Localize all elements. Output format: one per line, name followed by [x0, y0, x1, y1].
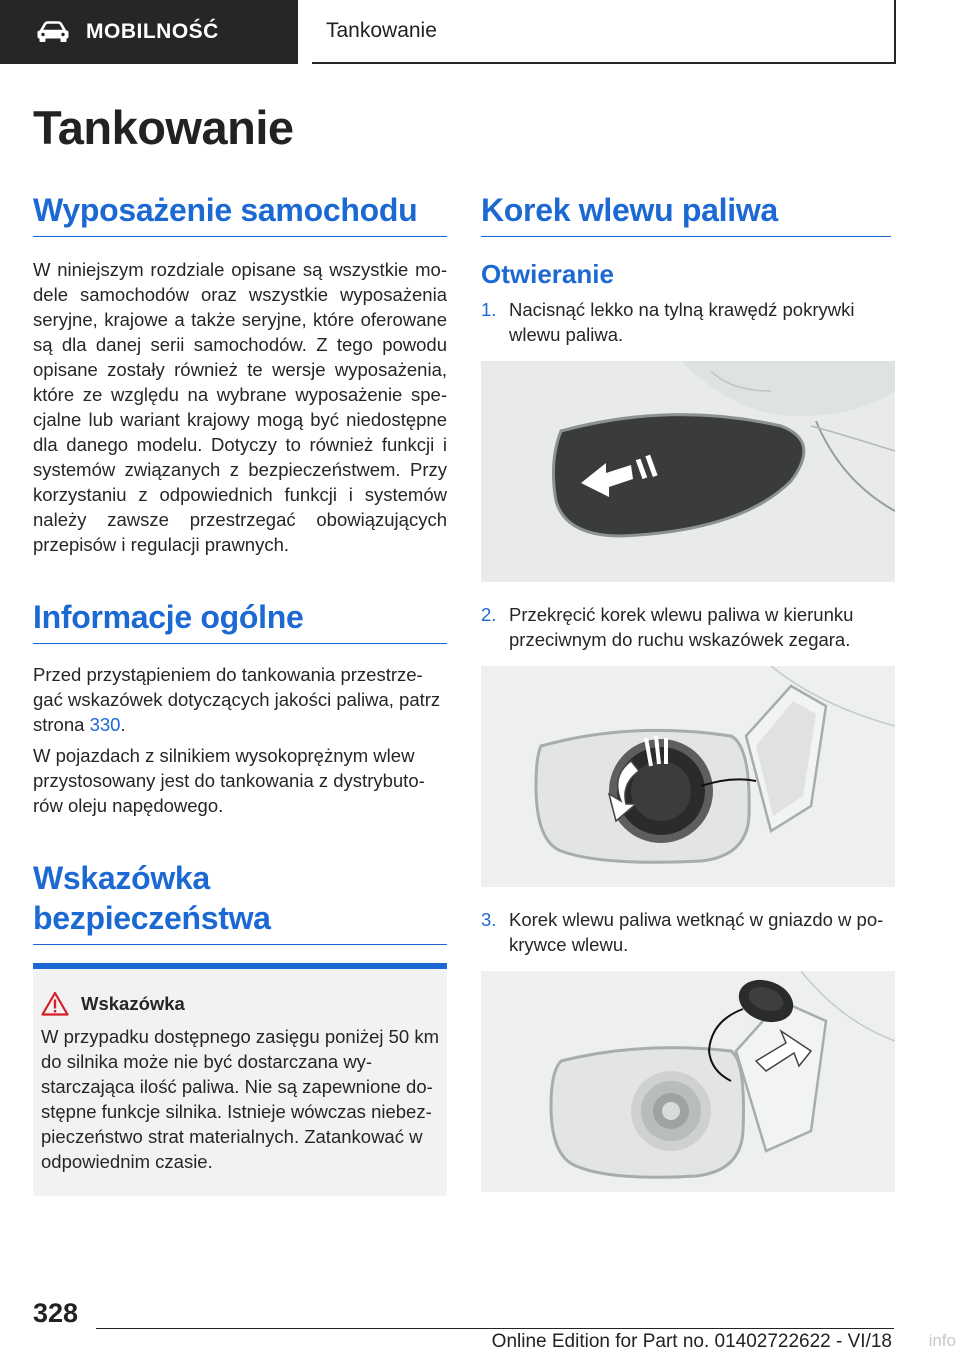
right-column	[481, 190, 891, 1192]
footer-edition: Online Edition for Part no. 01402722622 - VI/18	[491, 1331, 892, 1352]
page-title: Tankowanie	[33, 101, 294, 154]
step-number: 3.	[481, 909, 497, 930]
safety-heading: Wskazówka bezpieczeństwa	[33, 858, 447, 945]
general-info-para-2: W pojazdach z silnikiem wysokoprężnym wlew przystosowany jest do tankowania z dystrybuto-rów oleju napędowego.	[33, 745, 425, 816]
section-tab	[0, 0, 298, 64]
warning-body: W przypadku dostępnego zasięgu poniżej 50 km do silnika może nie być dostarczana wy-starczająca ilość paliwa. Nie są zapewnione do-stępne funkcje silnika. Istnieje wówczas niebez-pieczeństwo strat materialnych. Zatankować w odpowiednim czasie.	[41, 1026, 439, 1172]
step-text: Przekręcić korek wlewu paliwa w kierunku przeciwnym do ruchu wskazówek zegara.	[509, 604, 854, 650]
car-icon	[36, 21, 70, 43]
step-3	[481, 907, 891, 957]
warning-title: Wskazówka	[81, 992, 185, 1014]
fuel-flap-closed-image	[481, 361, 895, 582]
footer-divider	[96, 1328, 894, 1329]
watermark: info	[928, 1331, 956, 1350]
general-info-heading: Informacje ogólne	[33, 597, 447, 644]
warning-triangle-icon	[41, 991, 69, 1016]
page-number: 328	[33, 1298, 79, 1328]
header-title: Tankowanie	[326, 19, 437, 42]
section-label: MOBILNOŚĆ	[86, 20, 219, 43]
step-number: 2.	[481, 604, 497, 625]
fuel-cap-stored-image	[481, 971, 895, 1192]
header-title-box	[312, 0, 896, 64]
equipment-body: W niniejszym rozdziale opisane są wszystkie mo-dele samochodów oraz wszystkie wyposażenia seryjne, krajowe a także seryjne, które oferowane są dla danej serii samochodów. Z tego powodu opisane zostały również te wersje wyposażenia, które ze względu na wybrane wyposażenie spe-cjalne lub wariant krajowy mogą być niedostępne dla danego modelu. Dotyczy to również funkcji i systemów związanych z bezpieczeństwem. Przy korzystaniu z odpowiednich funkcji i systemów należy zawsze przestrzegać obowiązujących przepisów i regulacji prawnych.	[33, 259, 447, 555]
general-info-para-1: Przed przystąpieniem do tankowania przestrze-gać wskazówek dotyczących jakości paliwa, patrz strona 330.	[33, 664, 441, 735]
left-column	[33, 190, 447, 1196]
step-text: Nacisnąć lekko na tylną krawędź pokrywki wlewu paliwa.	[509, 299, 855, 345]
warning-box	[33, 963, 447, 1196]
step-2	[481, 602, 891, 652]
opening-subheading: Otwieranie	[481, 259, 614, 289]
fuel-cap-turning-image	[481, 666, 895, 887]
fuel-cap-heading: Korek wlewu paliwa	[481, 190, 891, 237]
step-1	[481, 297, 891, 347]
step-text: Korek wlewu paliwa wetknąć w gniazdo w po-krywce wlewu.	[509, 909, 884, 955]
page-link-330[interactable]: 330	[89, 714, 121, 735]
equipment-heading: Wyposażenie samochodu	[33, 190, 447, 237]
step-number: 1.	[481, 299, 497, 320]
